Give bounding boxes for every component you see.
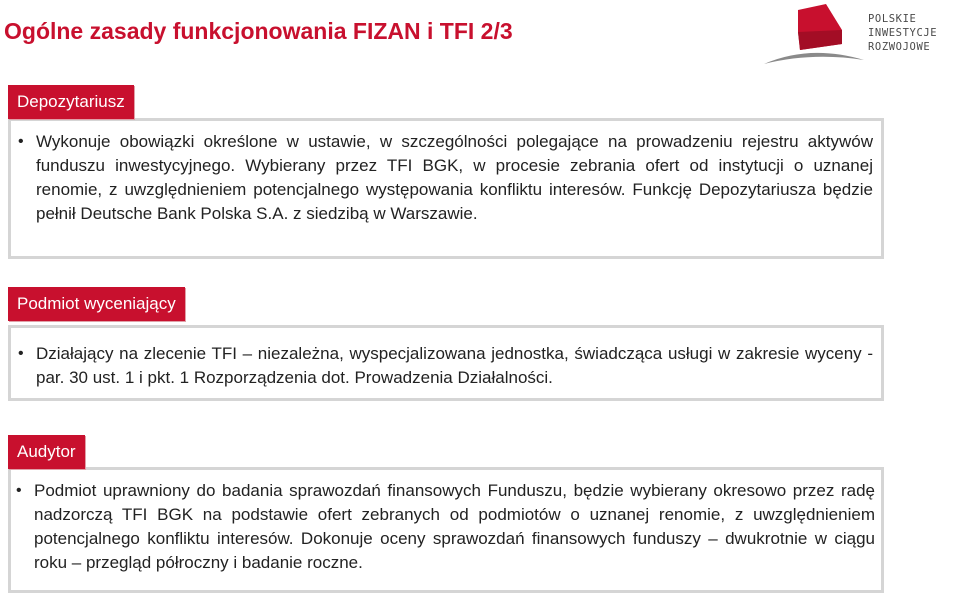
bullet-dot-icon: • xyxy=(18,345,24,362)
list-item xyxy=(16,342,875,390)
bullet-dot-icon: • xyxy=(18,133,24,150)
audytor-text: Podmiot uprawniony do badania sprawozdań finansowych Funduszu, będzie wybierany okresowo przez radę nadzorczą TFI BGK na podstawie ofert zebranych od podmiotów o uznanej renomie, z uwzględnieniem potencjalnego konfliktu interesów. Dokonuje oceny sprawozdań finansowych funduszy – dwukrotnie w ciągu roku – przegląd półroczny i badanie roczne. xyxy=(34,481,875,572)
audytor-box xyxy=(8,467,884,593)
logo-line-1: POLSKIE xyxy=(868,13,917,25)
logo-emblem-icon xyxy=(760,4,864,70)
logo-text xyxy=(868,12,937,54)
logo-line-3: ROZWOJOWE xyxy=(868,41,931,53)
company-logo xyxy=(760,4,956,70)
section-label-depozytariusz: Depozytariusz xyxy=(8,85,134,119)
section-label-podmiot-wyceniajacy: Podmiot wyceniający xyxy=(8,287,185,321)
depozytariusz-text: Wykonuje obowiązki określone w ustawie, w szczególności polegające na prowadzeniu rejestru aktywów funduszu inwestycyjnego. Wybierany przez TFI BGK, w procesie zebrania ofert od instytucji o uznanej renomie, z uwzględnieniem potencjalnego występowania konfliktu interesów. Funkcję Depozytariusza będzie pełnił Deutsche Bank Polska S.A. z siedzibą w Warszawie. xyxy=(36,132,873,223)
logo-line-2: INWESTYCJE xyxy=(868,27,938,39)
slide-title: Ogólne zasady funkcjonowania FIZAN i TFI 2/3 xyxy=(4,18,513,44)
podmiot-wyceniajacy-box xyxy=(8,325,884,401)
bullet-dot-icon: • xyxy=(16,482,22,499)
section-label-audytor: Audytor xyxy=(8,435,85,469)
depozytariusz-box xyxy=(8,118,884,259)
list-item xyxy=(14,479,877,575)
list-item xyxy=(16,130,875,226)
podmiot-wyceniajacy-text: Działający na zlecenie TFI – niezależna, wyspecjalizowana jednostka, świadcząca usługi w zakresie wyceny - par. 30 ust. 1 i pkt. 1 Rozporządzenia dot. Prowadzenia Działalności. xyxy=(36,344,873,387)
